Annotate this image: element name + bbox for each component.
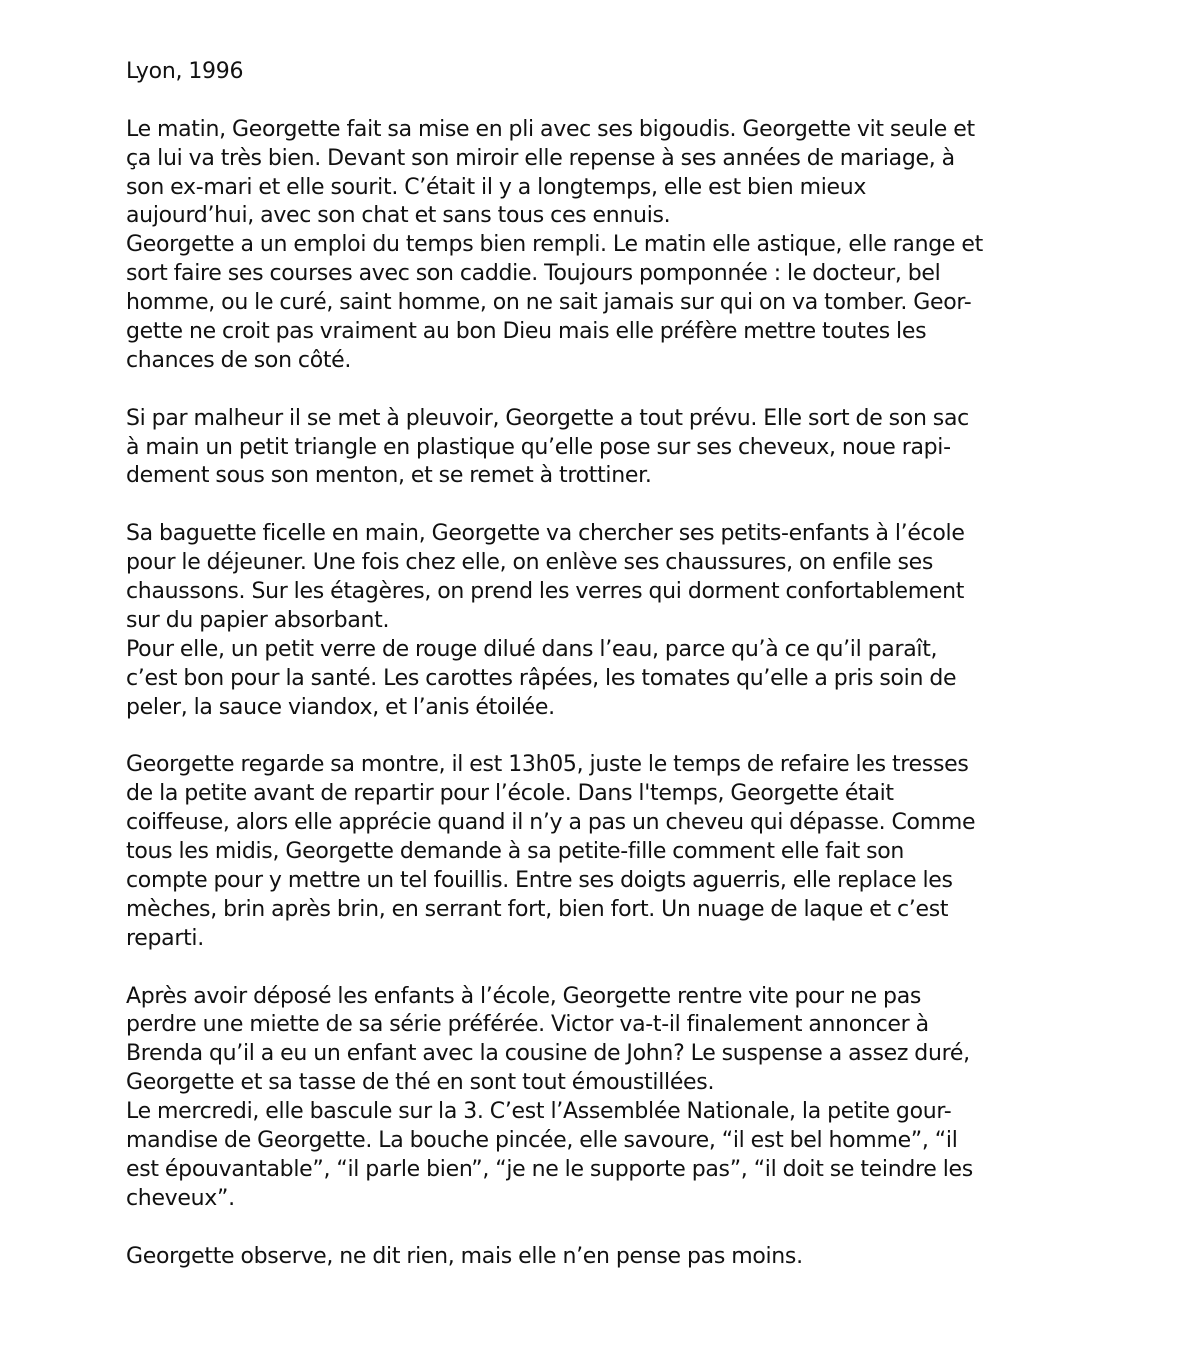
text-line: Georgette a un emploi du temps bien rempli. Le matin elle astique, elle range et <box>126 232 983 258</box>
document-body <box>126 58 1076 1271</box>
text-line: chaussons. Sur les étagères, on prend les verres qui dorment confortablement <box>126 579 965 605</box>
text-line: Georgette et sa tasse de thé en sont tout émoustillées. <box>126 1070 715 1096</box>
text-line: de la petite avant de repartir pour l’école. Dans l'temps, Georgette était <box>126 781 894 807</box>
text-line: tous les midis, Georgette demande à sa petite-fille comment elle fait son <box>126 839 905 865</box>
text-line: Le matin, Georgette fait sa mise en pli avec ses bigoudis. Georgette vit seule et <box>126 116 975 142</box>
paragraph-spacer <box>126 376 1076 405</box>
text-line: gette ne croit pas vraiment au bon Dieu mais elle préfère mettre toutes les <box>126 319 927 345</box>
text-line: Pour elle, un petit verre de rouge dilué dans l’eau, parce qu’à ce qu’il paraît, <box>126 636 938 662</box>
text-line: est épouvantable”, “il parle bien”, “je ne le supporte pas”, “il doit se teindre les <box>126 1156 973 1182</box>
text-line: sort faire ses courses avec son caddie. Toujours pomponnée : le docteur, bel <box>126 261 941 287</box>
paragraph-spacer <box>126 954 1076 983</box>
text-line: Georgette observe, ne dit rien, mais elle n’en pense pas moins. <box>126 1243 803 1269</box>
text-line: dement sous son menton, et se remet à trottiner. <box>126 463 652 489</box>
text-line: aujourd’hui, avec son chat et sans tous ces ennuis. <box>126 203 671 229</box>
text-line: reparti. <box>126 925 204 951</box>
text-line: Si par malheur il se met à pleuvoir, Georgette a tout prévu. Elle sort de son sac <box>126 405 969 431</box>
document-header-line: Lyon, 1996 <box>126 59 244 84</box>
text-line: Sa baguette ficelle en main, Georgette va chercher ses petits-enfants à l’école <box>126 521 965 547</box>
text-line: peler, la sauce viandox, et l’anis étoilée. <box>126 694 555 720</box>
text-line: ça lui va très bien. Devant son miroir elle repense à ses années de mariage, à <box>126 145 955 171</box>
text-line: Brenda qu’il a eu un enfant avec la cousine de John? Le suspense a assez duré, <box>126 1041 970 1067</box>
paragraph-spacer <box>126 722 1076 751</box>
paragraph-spacer <box>126 491 1076 520</box>
text-line: compte pour y mettre un tel fouillis. Entre ses doigts aguerris, elle replace les <box>126 867 953 893</box>
text-line: chances de son côté. <box>126 347 352 373</box>
text-line: mandise de Georgette. La bouche pincée, elle savoure, “il est bel homme”, “il <box>126 1127 958 1153</box>
text-line: Le mercredi, elle bascule sur la 3. C’est l’Assemblée Nationale, la petite gour- <box>126 1099 952 1125</box>
text-line: Après avoir déposé les enfants à l’école, Georgette rentre vite pour ne pas <box>126 983 922 1009</box>
text-line: cheveux”. <box>126 1185 235 1211</box>
paragraph-spacer <box>126 1214 1076 1243</box>
text-line: perdre une miette de sa série préférée. Victor va-t-il finalement annoncer à <box>126 1012 929 1038</box>
paragraph-spacer <box>126 87 1076 116</box>
text-line: c’est bon pour la santé. Les carottes râpées, les tomates qu’elle a pris soin de <box>126 665 957 691</box>
text-line: Georgette regarde sa montre, il est 13h05, juste le temps de refaire les tresses <box>126 752 969 778</box>
text-line: à main un petit triangle en plastique qu’elle pose sur ses cheveux, noue rapi- <box>126 434 951 460</box>
text-line: pour le déjeuner. Une fois chez elle, on enlève ses chaussures, on enfile ses <box>126 550 934 576</box>
text-line: son ex-mari et elle sourit. C’était il y a longtemps, elle est bien mieux <box>126 174 867 200</box>
text-line: coiffeuse, alors elle apprécie quand il n’y a pas un cheveu qui dépasse. Comme <box>126 810 976 836</box>
text-line: sur du papier absorbant. <box>126 607 390 633</box>
text-line: mèches, brin après brin, en serrant fort, bien fort. Un nuage de laque et c’est <box>126 896 949 922</box>
text-line: homme, ou le curé, saint homme, on ne sait jamais sur qui on va tomber. Geor- <box>126 290 972 316</box>
